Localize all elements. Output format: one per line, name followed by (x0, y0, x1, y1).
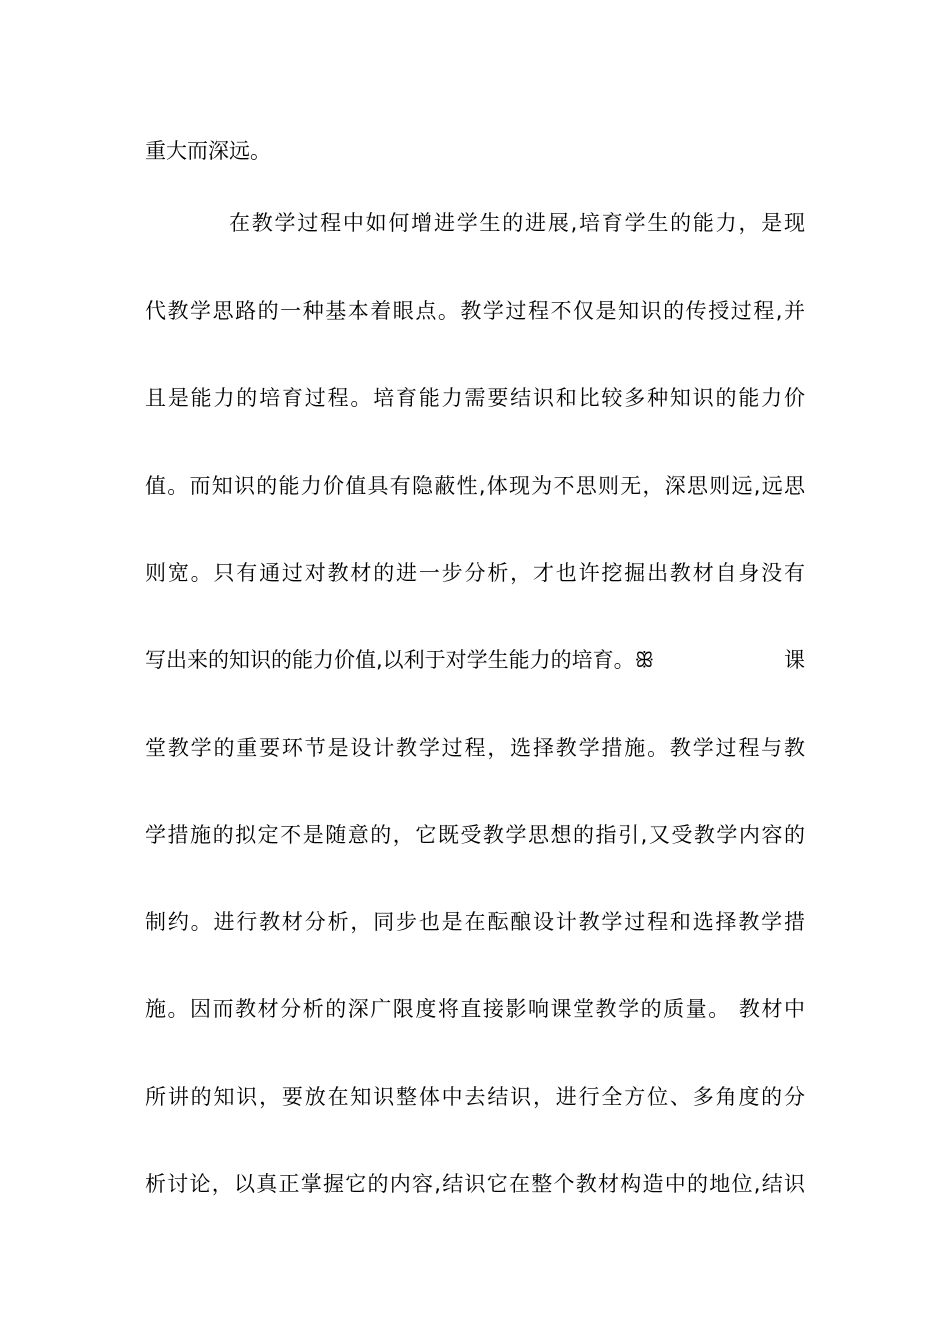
text-line-2: 在教学过程中如何增进学生的进展,培育学生的能力，是现 (229, 211, 805, 235)
text-line-10: 制约。进行教材分析，同步也是在酝酿设计教学过程和选择教学措 (145, 910, 805, 934)
text-line-7-left: 写出来的知识的能力价值,以利于对学生能力的培育。ꕥ (145, 648, 655, 672)
text-line-9: 学措施的拟定不是随意的，它既受教学思想的指引,又受教学内容的 (145, 823, 805, 847)
text-line-11: 施。因而教材分析的深广限度将直接影响课堂教学的质量。 教材中 (145, 997, 805, 1021)
text-line-13: 析讨论，以真正掌握它的内容,结识它在整个教材构造中的地位,结识 (145, 1172, 805, 1196)
text-line-7 (145, 640, 805, 680)
text-line-7-right: 课 (784, 648, 805, 672)
text-line-1: 重大而深远。 (145, 139, 271, 163)
text-line-6: 则宽。只有通过对教材的进一步分析，才也许挖掘出教材自身没有 (145, 561, 805, 585)
text-line-12: 所讲的知识，要放在知识整体中去结识，进行全方位、多角度的分 (145, 1085, 805, 1109)
text-line-4: 且是能力的培育过程。培育能力需要结识和比较多种知识的能力价 (145, 386, 805, 410)
text-line-5: 值。而知识的能力价值具有隐蔽性,体现为不思则无，深思则远,远思 (145, 474, 805, 498)
text-line-3: 代教学思路的一种基本着眼点。教学过程不仅是知识的传授过程,并 (145, 299, 805, 323)
text-line-8: 堂教学的重要环节是设计教学过程，选择教学措施。教学过程与教 (145, 736, 805, 760)
